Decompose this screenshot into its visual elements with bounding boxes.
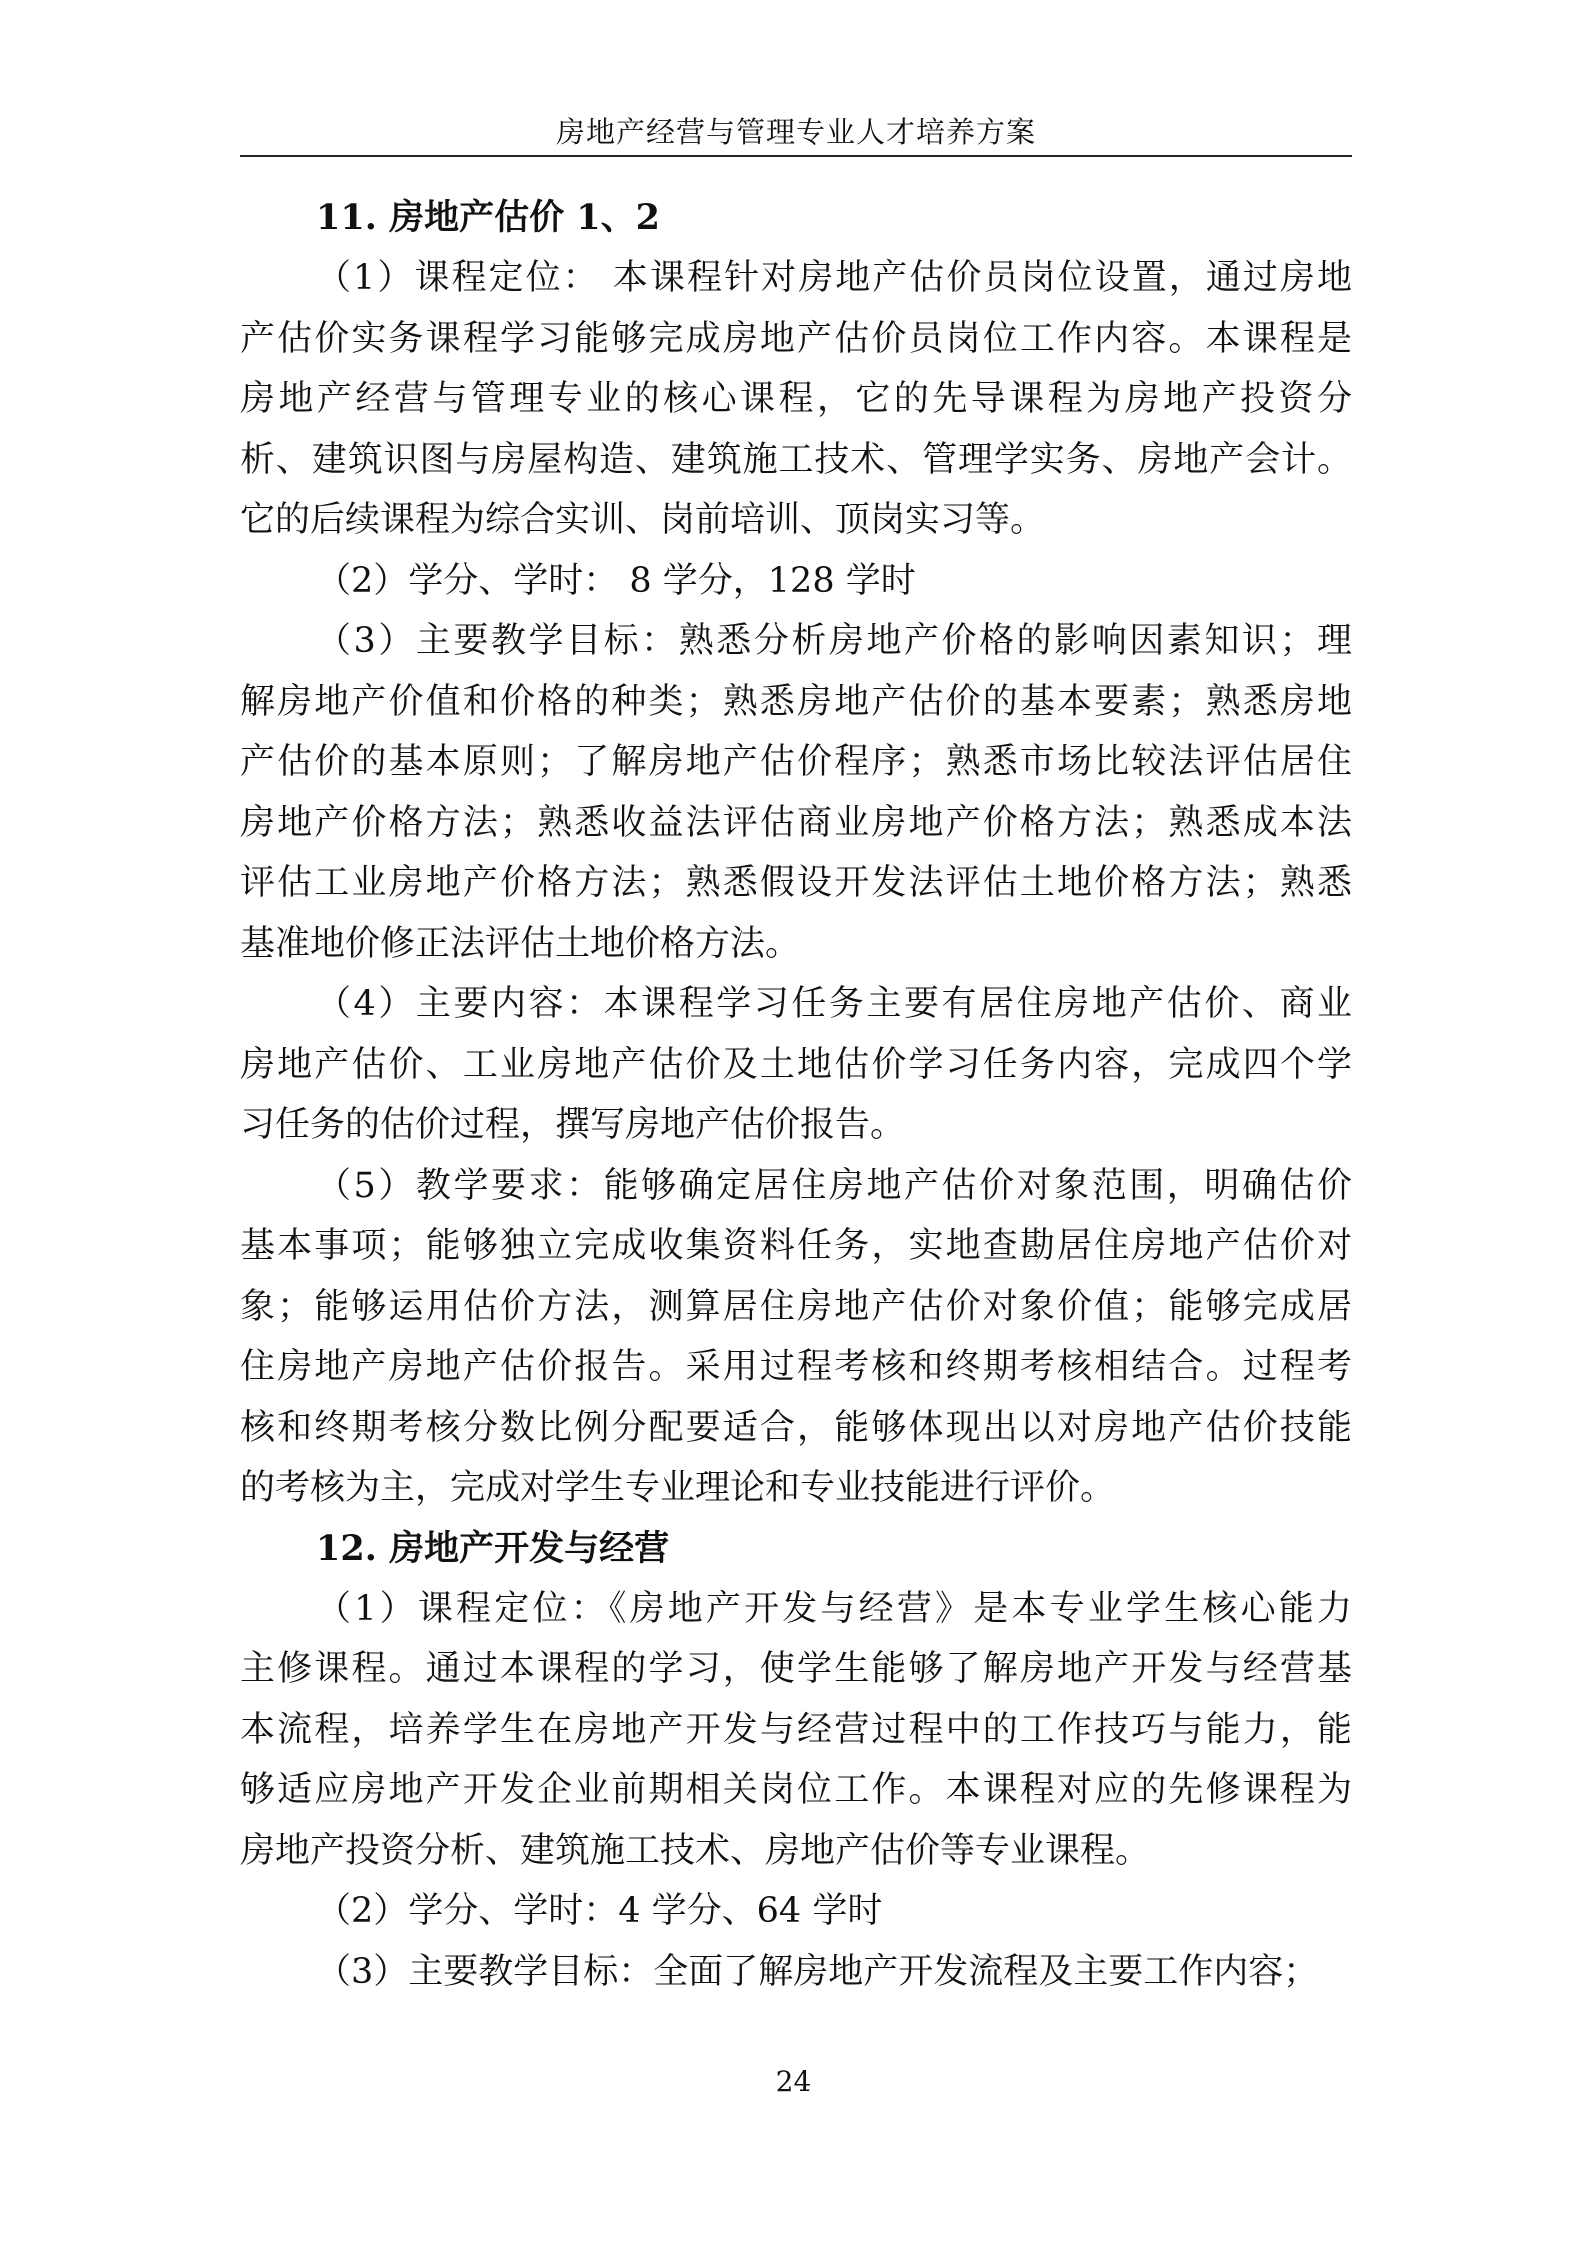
text-line: 够适应房地产开发企业前期相关岗位工作。本课程对应的先修课程为 [240, 1770, 1352, 1810]
text-line: 房地产估价、工业房地产估价及土地估价学习任务内容，完成四个学 [240, 1044, 1352, 1085]
text-line: （2）学分、学时：4 学分、64 学时 [316, 1891, 883, 1931]
paragraph [240, 551, 1352, 612]
section-heading: 11. 房地产估价 1、2 [316, 197, 660, 238]
text-line: （3）主要教学目标：全面了解房地产开发流程及主要工作内容； [316, 1951, 1319, 1992]
page-content [240, 188, 1352, 2002]
text-line: 核和终期考核分数比例分配要适合，能够体现出以对房地产估价技能 [240, 1407, 1352, 1448]
text-line: 产估价实务课程学习能够完成房地产估价员岗位工作内容。本课程是 [240, 318, 1352, 359]
text-line: 评估工业房地产价格方法；熟悉假设开发法评估土地价格方法；熟悉 [240, 863, 1352, 903]
paragraph [240, 248, 1352, 551]
section-heading: 12. 房地产开发与经营 [316, 1527, 670, 1569]
page-number: 24 [775, 2065, 812, 2098]
text-line: 主修课程。通过本课程的学习，使学生能够了解房地产开发与经营基 [240, 1649, 1352, 1689]
text-line: 基本事项；能够独立完成收集资料任务，实地查勘居住房地产估价对 [240, 1226, 1352, 1266]
text-line: （4）主要内容：本课程学习任务主要有居住房地产估价、商业 [316, 984, 1352, 1024]
text-line: 析、建筑识图与房屋构造、建筑施工技术、管理学实务、房地产会计。 [240, 439, 1352, 480]
paragraph [240, 1881, 1352, 1942]
paragraph [240, 1579, 1352, 1882]
paragraph [240, 611, 1352, 974]
text-line: （2）学分、学时： 8 学分，128 学时 [316, 560, 916, 601]
text-line: 象；能够运用估价方法，测算居住房地产估价对象价值；能够完成居 [240, 1286, 1352, 1327]
text-line: （3）主要教学目标：熟悉分析房地产价格的影响因素知识；理 [316, 621, 1352, 661]
text-line: （1）课程定位：《房地产开发与经营》是本专业学生核心能力 [316, 1588, 1352, 1629]
text-line: 房地产投资分析、建筑施工技术、房地产估价等专业课程。 [240, 1830, 1151, 1871]
text-line: 房地产经营与管理专业的核心课程，它的先导课程为房地产投资分 [240, 379, 1352, 419]
text-line: 习任务的估价过程，撰写房地产估价报告。 [240, 1105, 906, 1145]
text-line: 住房地产房地产估价报告。采用过程考核和终期考核相结合。过程考 [240, 1347, 1352, 1387]
text-line: 本流程，培养学生在房地产开发与经营过程中的工作技巧与能力，能 [240, 1709, 1352, 1750]
header-rule [240, 155, 1352, 157]
running-header: 房地产经营与管理专业人才培养方案 [555, 115, 1036, 149]
text-line: （5）教学要求：能够确定居住房地产估价对象范围，明确估价 [316, 1165, 1352, 1206]
paragraph [240, 974, 1352, 1156]
text-line: 它的后续课程为综合实训、岗前培训、顶岗实习等。 [240, 500, 1046, 540]
text-line: 产估价的基本原则；了解房地产估价程序；熟悉市场比较法评估居住 [240, 742, 1352, 782]
text-line: 解房地产价值和价格的种类；熟悉房地产估价的基本要素；熟悉房地 [240, 681, 1352, 722]
text-line: 的考核为主，完成对学生专业理论和专业技能进行评价。 [240, 1468, 1116, 1508]
text-line: （1）课程定位： 本课程针对房地产估价员岗位设置，通过房地 [316, 258, 1352, 298]
text-line: 房地产价格方法；熟悉收益法评估商业房地产价格方法；熟悉成本法 [240, 802, 1352, 843]
paragraph [240, 1942, 1352, 2003]
text-line: 基准地价修正法评估土地价格方法。 [240, 923, 801, 964]
paragraph [240, 1156, 1352, 1519]
